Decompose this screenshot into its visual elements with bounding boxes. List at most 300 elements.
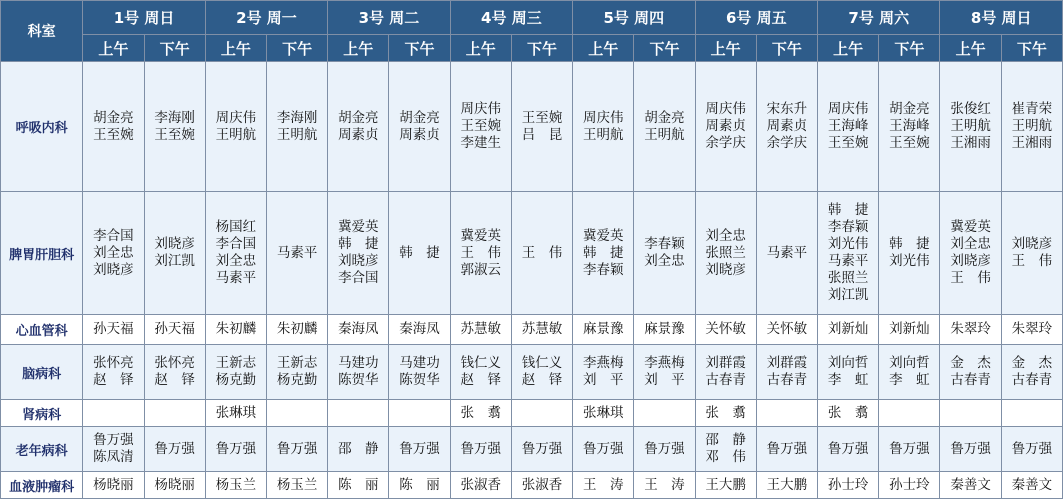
doctor-name: 古春青 bbox=[705, 372, 746, 388]
doctor-name: 鲁万强 bbox=[93, 432, 134, 448]
morning-slot bbox=[450, 345, 511, 400]
afternoon-slot bbox=[266, 400, 327, 427]
doctor-name: 马素平 bbox=[827, 253, 869, 269]
afternoon-slot bbox=[1001, 427, 1062, 472]
doctor-name: 王至婉 bbox=[827, 135, 869, 151]
day-header: 7号 周六 bbox=[818, 1, 940, 35]
doctor-name: 秦善文 bbox=[1011, 476, 1053, 493]
doctor-name: 古春青 bbox=[1011, 372, 1053, 388]
doctor-name: 刘向哲 bbox=[827, 355, 869, 371]
morning-slot bbox=[205, 400, 266, 427]
department-name: 血液肿瘤科 bbox=[1, 472, 83, 499]
afternoon-slot bbox=[1001, 400, 1062, 427]
doctor-name: 刘全忠 bbox=[950, 236, 991, 252]
doctor-name: 赵 铎 bbox=[154, 372, 195, 388]
morning-header: 上午 bbox=[818, 35, 879, 62]
morning-slot bbox=[205, 472, 266, 499]
doctor-name: 李 虹 bbox=[889, 372, 930, 388]
doctor-name: 周庆伟 bbox=[215, 109, 257, 126]
morning-slot bbox=[573, 315, 634, 345]
doctor-name: 韩 捷 bbox=[338, 236, 379, 252]
doctor-name: 李合国 bbox=[93, 227, 134, 244]
doctor-name: 刘新灿 bbox=[827, 321, 869, 337]
doctor-name: 张怀亮 bbox=[154, 355, 195, 371]
morning-slot bbox=[328, 472, 389, 499]
afternoon-slot bbox=[634, 315, 695, 345]
doctor-name: 冀爱英 bbox=[950, 219, 991, 235]
doctor-name: 王新志 bbox=[215, 355, 257, 371]
doctor-name: 冀爱英 bbox=[582, 227, 624, 244]
afternoon-slot bbox=[879, 400, 940, 427]
doctor-name: 王明航 bbox=[1011, 118, 1053, 134]
doctor-name: 刘光伟 bbox=[889, 253, 930, 269]
morning-slot bbox=[695, 345, 756, 400]
afternoon-slot bbox=[144, 62, 205, 192]
doctor-name: 刘全忠 bbox=[93, 244, 134, 261]
morning-slot bbox=[940, 315, 1001, 345]
morning-slot bbox=[573, 427, 634, 472]
doctor-name: 李合国 bbox=[215, 236, 257, 252]
doctor-name: 张 翥 bbox=[460, 404, 502, 421]
afternoon-slot bbox=[756, 427, 817, 472]
afternoon-slot bbox=[511, 192, 572, 315]
afternoon-slot bbox=[879, 345, 940, 400]
morning-slot bbox=[573, 192, 634, 315]
afternoon-slot bbox=[389, 427, 450, 472]
department-name: 肾病科 bbox=[1, 400, 83, 427]
doctor-name: 麻景豫 bbox=[582, 321, 624, 337]
doctor-name: 秦海凤 bbox=[338, 321, 379, 337]
morning-slot bbox=[450, 315, 511, 345]
afternoon-slot bbox=[1001, 345, 1062, 400]
morning-slot bbox=[83, 427, 144, 472]
doctor-name: 刘向哲 bbox=[889, 355, 930, 371]
doctor-name: 周素贞 bbox=[399, 126, 440, 143]
doctor-name: 王 伟 bbox=[950, 270, 991, 286]
morning-slot bbox=[940, 345, 1001, 400]
morning-header: 上午 bbox=[205, 35, 266, 62]
day-header: 4号 周三 bbox=[450, 1, 572, 35]
morning-header: 上午 bbox=[83, 35, 144, 62]
department-row bbox=[1, 427, 1063, 472]
morning-header: 上午 bbox=[328, 35, 389, 62]
morning-slot bbox=[205, 427, 266, 472]
doctor-name: 杨克勤 bbox=[276, 372, 318, 388]
afternoon-slot bbox=[144, 315, 205, 345]
doctor-name: 冀爱英 bbox=[460, 227, 502, 244]
doctor-name: 鲁万强 bbox=[644, 440, 685, 457]
department-name: 老年病科 bbox=[1, 427, 83, 472]
doctor-name: 邓 伟 bbox=[705, 449, 746, 465]
afternoon-slot bbox=[389, 345, 450, 400]
doctor-name: 王至婉 bbox=[93, 126, 134, 143]
doctor-name: 刘全忠 bbox=[215, 253, 257, 269]
afternoon-slot bbox=[634, 345, 695, 400]
doctor-name: 刘江凯 bbox=[154, 253, 195, 269]
morning-slot bbox=[695, 472, 756, 499]
afternoon-slot bbox=[634, 62, 695, 192]
doctor-name: 李合国 bbox=[338, 270, 379, 286]
doctor-name: 杨克勤 bbox=[215, 372, 257, 388]
doctor-name: 古春青 bbox=[950, 372, 991, 388]
doctor-name: 王 伟 bbox=[460, 244, 502, 261]
morning-slot bbox=[695, 315, 756, 345]
afternoon-header: 下午 bbox=[634, 35, 695, 62]
morning-slot bbox=[818, 472, 879, 499]
corner-header: 科室 bbox=[1, 1, 83, 62]
doctor-name: 张淑香 bbox=[521, 476, 563, 493]
doctor-name: 韩 捷 bbox=[582, 244, 624, 261]
afternoon-slot bbox=[266, 345, 327, 400]
afternoon-slot bbox=[756, 400, 817, 427]
doctor-name: 刘 平 bbox=[644, 372, 685, 388]
doctor-name: 陈凤清 bbox=[93, 449, 134, 465]
morning-slot bbox=[573, 472, 634, 499]
doctor-name: 刘群霞 bbox=[705, 355, 746, 371]
doctor-name: 关怀敏 bbox=[705, 321, 746, 337]
doctor-name: 王 涛 bbox=[644, 476, 685, 493]
doctor-name: 刘全忠 bbox=[644, 253, 685, 269]
afternoon-slot bbox=[756, 62, 817, 192]
afternoon-header: 下午 bbox=[756, 35, 817, 62]
morning-slot bbox=[818, 400, 879, 427]
morning-slot bbox=[83, 315, 144, 345]
morning-slot bbox=[695, 427, 756, 472]
afternoon-header: 下午 bbox=[1001, 35, 1062, 62]
morning-slot bbox=[940, 192, 1001, 315]
doctor-name: 刘晓彦 bbox=[950, 253, 991, 269]
doctor-name: 刘晓彦 bbox=[705, 261, 746, 278]
day-header: 8号 周日 bbox=[940, 1, 1063, 35]
doctor-name: 刘 平 bbox=[582, 372, 624, 388]
doctor-name: 张怀亮 bbox=[93, 355, 134, 371]
afternoon-slot bbox=[1001, 192, 1062, 315]
morning-slot bbox=[83, 345, 144, 400]
doctor-name: 鲁万强 bbox=[950, 440, 991, 457]
afternoon-slot bbox=[756, 472, 817, 499]
doctor-name: 胡金亮 bbox=[644, 109, 685, 126]
doctor-name: 张照兰 bbox=[705, 244, 746, 261]
afternoon-slot bbox=[756, 315, 817, 345]
doctor-name: 秦海凤 bbox=[399, 321, 440, 337]
afternoon-slot bbox=[144, 427, 205, 472]
morning-slot bbox=[328, 315, 389, 345]
doctor-name: 刘晓彦 bbox=[1011, 236, 1053, 252]
afternoon-slot bbox=[511, 400, 572, 427]
afternoon-slot bbox=[389, 400, 450, 427]
morning-slot bbox=[328, 62, 389, 192]
afternoon-slot bbox=[634, 400, 695, 427]
morning-slot bbox=[573, 62, 634, 192]
afternoon-slot bbox=[879, 472, 940, 499]
doctor-name: 钱仁义 bbox=[521, 355, 563, 371]
doctor-name: 苏慧敏 bbox=[460, 321, 502, 337]
morning-header: 上午 bbox=[940, 35, 1001, 62]
doctor-name: 苏慧敏 bbox=[521, 321, 563, 337]
department-row bbox=[1, 345, 1063, 400]
morning-header: 上午 bbox=[573, 35, 634, 62]
doctor-name: 刘光伟 bbox=[827, 236, 869, 252]
doctor-name: 朱初麟 bbox=[276, 321, 318, 337]
day-header: 3号 周二 bbox=[328, 1, 450, 35]
doctor-name: 王明航 bbox=[276, 126, 318, 143]
doctor-name: 李建生 bbox=[460, 135, 502, 151]
doctor-name: 王明航 bbox=[582, 126, 624, 143]
doctor-name: 张 翥 bbox=[827, 404, 869, 421]
morning-slot bbox=[205, 315, 266, 345]
doctor-name: 郭淑云 bbox=[460, 261, 502, 278]
afternoon-header: 下午 bbox=[266, 35, 327, 62]
morning-slot bbox=[450, 62, 511, 192]
doctor-name: 李海刚 bbox=[276, 109, 318, 126]
afternoon-slot bbox=[511, 345, 572, 400]
department-row bbox=[1, 62, 1063, 192]
morning-slot bbox=[940, 472, 1001, 499]
afternoon-slot bbox=[879, 192, 940, 315]
morning-slot bbox=[695, 62, 756, 192]
department-row bbox=[1, 472, 1063, 499]
morning-slot bbox=[205, 345, 266, 400]
doctor-name: 赵 铎 bbox=[93, 372, 134, 388]
doctor-name: 陈贺华 bbox=[399, 372, 440, 388]
doctor-name: 赵 铎 bbox=[521, 372, 563, 388]
doctor-name: 赵 铎 bbox=[460, 372, 502, 388]
doctor-name: 王 伟 bbox=[1011, 253, 1053, 269]
doctor-name: 王至婉 bbox=[521, 109, 563, 126]
morning-slot bbox=[205, 192, 266, 315]
doctor-name: 刘晓彦 bbox=[154, 236, 195, 252]
morning-header: 上午 bbox=[450, 35, 511, 62]
department-name: 脾胃肝胆科 bbox=[1, 192, 83, 315]
doctor-name: 胡金亮 bbox=[338, 109, 379, 126]
doctor-name: 鲁万强 bbox=[1011, 440, 1053, 457]
doctor-name: 李春颖 bbox=[827, 219, 869, 235]
doctor-name: 李春颖 bbox=[644, 236, 685, 252]
doctor-name: 王 伟 bbox=[521, 244, 563, 261]
afternoon-slot bbox=[756, 192, 817, 315]
doctor-name: 刘江凯 bbox=[827, 287, 869, 303]
doctor-name: 朱翠玲 bbox=[950, 321, 991, 337]
doctor-name: 周素贞 bbox=[766, 118, 808, 134]
doctor-name: 陈 丽 bbox=[338, 476, 379, 493]
afternoon-slot bbox=[389, 62, 450, 192]
doctor-name: 金 杰 bbox=[950, 355, 991, 371]
afternoon-slot bbox=[144, 472, 205, 499]
doctor-name: 杨晓丽 bbox=[154, 476, 195, 493]
doctor-name: 鲁万强 bbox=[889, 440, 930, 457]
day-header: 2号 周一 bbox=[205, 1, 327, 35]
morning-slot bbox=[450, 472, 511, 499]
afternoon-slot bbox=[634, 192, 695, 315]
afternoon-slot bbox=[511, 315, 572, 345]
doctor-name: 鲁万强 bbox=[827, 440, 869, 457]
afternoon-slot bbox=[511, 427, 572, 472]
doctor-name: 韩 捷 bbox=[827, 202, 869, 218]
afternoon-slot bbox=[634, 472, 695, 499]
doctor-name: 古春青 bbox=[766, 372, 808, 388]
doctor-name: 周庆伟 bbox=[827, 101, 869, 117]
doctor-name: 秦善文 bbox=[950, 476, 991, 493]
doctor-name: 邵 静 bbox=[705, 432, 746, 448]
doctor-name: 刘新灿 bbox=[889, 321, 930, 337]
doctor-name: 王明航 bbox=[950, 118, 991, 134]
doctor-name: 周庆伟 bbox=[582, 109, 624, 126]
morning-slot bbox=[83, 400, 144, 427]
afternoon-slot bbox=[1001, 472, 1062, 499]
morning-slot bbox=[328, 400, 389, 427]
doctor-name: 鲁万强 bbox=[521, 440, 563, 457]
doctor-name: 宋东升 bbox=[766, 101, 808, 117]
afternoon-slot bbox=[389, 472, 450, 499]
doctor-name: 鲁万强 bbox=[154, 440, 195, 457]
afternoon-slot bbox=[389, 315, 450, 345]
department-name: 呼吸内科 bbox=[1, 62, 83, 192]
doctor-name: 周素贞 bbox=[338, 126, 379, 143]
doctor-name: 刘晓彦 bbox=[93, 261, 134, 278]
doctor-name: 王大鹏 bbox=[705, 476, 746, 493]
doctor-name: 王湘雨 bbox=[950, 135, 991, 151]
morning-slot bbox=[205, 62, 266, 192]
doctor-name: 崔青荣 bbox=[1011, 101, 1053, 117]
department-name: 心血管科 bbox=[1, 315, 83, 345]
doctor-name: 王新志 bbox=[276, 355, 318, 371]
afternoon-slot bbox=[389, 192, 450, 315]
doctor-name: 李海刚 bbox=[154, 109, 195, 126]
doctor-name: 王海峰 bbox=[889, 118, 930, 134]
doctor-name: 周庆伟 bbox=[460, 101, 502, 117]
doctor-name: 马建功 bbox=[399, 355, 440, 371]
doctor-name: 李燕梅 bbox=[644, 355, 685, 371]
doctor-name: 张琳琪 bbox=[215, 404, 257, 421]
doctor-name: 马素平 bbox=[215, 270, 257, 286]
doctor-name: 邵 静 bbox=[338, 440, 379, 457]
morning-slot bbox=[818, 345, 879, 400]
morning-slot bbox=[573, 400, 634, 427]
morning-slot bbox=[940, 400, 1001, 427]
doctor-name: 关怀敏 bbox=[766, 321, 808, 337]
doctor-name: 胡金亮 bbox=[93, 109, 134, 126]
morning-slot bbox=[695, 192, 756, 315]
morning-slot bbox=[818, 62, 879, 192]
doctor-name: 麻景豫 bbox=[644, 321, 685, 337]
afternoon-header: 下午 bbox=[144, 35, 205, 62]
doctor-name: 马建功 bbox=[338, 355, 379, 371]
morning-slot bbox=[450, 400, 511, 427]
doctor-name: 朱翠玲 bbox=[1011, 321, 1053, 337]
doctor-name: 王湘雨 bbox=[1011, 135, 1053, 151]
doctor-name: 张照兰 bbox=[827, 270, 869, 286]
doctor-name: 韩 捷 bbox=[889, 236, 930, 252]
morning-slot bbox=[818, 315, 879, 345]
doctor-name: 杨玉兰 bbox=[215, 476, 257, 493]
doctor-name: 鲁万强 bbox=[215, 440, 257, 457]
afternoon-slot bbox=[266, 472, 327, 499]
afternoon-slot bbox=[879, 315, 940, 345]
doctor-name: 陈贺华 bbox=[338, 372, 379, 388]
morning-slot bbox=[573, 345, 634, 400]
doctor-name: 金 杰 bbox=[1011, 355, 1053, 371]
afternoon-slot bbox=[879, 427, 940, 472]
morning-slot bbox=[818, 192, 879, 315]
afternoon-slot bbox=[266, 192, 327, 315]
doctor-name: 钱仁义 bbox=[460, 355, 502, 371]
afternoon-slot bbox=[266, 62, 327, 192]
doctor-name: 刘全忠 bbox=[705, 227, 746, 244]
doctor-name: 刘群霞 bbox=[766, 355, 808, 371]
afternoon-slot bbox=[1001, 315, 1062, 345]
doctor-name: 周庆伟 bbox=[705, 101, 746, 117]
doctor-name: 胡金亮 bbox=[399, 109, 440, 126]
morning-slot bbox=[328, 192, 389, 315]
doctor-name: 马素平 bbox=[766, 244, 808, 261]
doctor-name: 张琳琪 bbox=[582, 404, 624, 421]
doctor-name: 鲁万强 bbox=[460, 440, 502, 457]
day-header: 1号 周日 bbox=[83, 1, 205, 35]
afternoon-header: 下午 bbox=[511, 35, 572, 62]
doctor-name: 周素贞 bbox=[705, 118, 746, 134]
doctor-name: 李燕梅 bbox=[582, 355, 624, 371]
afternoon-slot bbox=[144, 345, 205, 400]
morning-header: 上午 bbox=[695, 35, 756, 62]
day-header: 5号 周四 bbox=[573, 1, 695, 35]
afternoon-slot bbox=[511, 472, 572, 499]
morning-slot bbox=[695, 400, 756, 427]
morning-slot bbox=[328, 345, 389, 400]
doctor-name: 陈 丽 bbox=[399, 476, 440, 493]
doctor-name: 李春颖 bbox=[582, 261, 624, 278]
doctor-name: 杨国红 bbox=[215, 219, 257, 235]
doctor-name: 王 涛 bbox=[582, 476, 624, 493]
doctor-name: 鲁万强 bbox=[766, 440, 808, 457]
doctor-name: 刘晓彦 bbox=[338, 253, 379, 269]
morning-slot bbox=[450, 427, 511, 472]
doctor-name: 张淑香 bbox=[460, 476, 502, 493]
doctor-name: 王至婉 bbox=[460, 118, 502, 134]
doctor-name: 杨晓丽 bbox=[93, 476, 134, 493]
afternoon-header: 下午 bbox=[389, 35, 450, 62]
doctor-name: 孙士玲 bbox=[889, 476, 930, 493]
morning-slot bbox=[83, 472, 144, 499]
doctor-name: 孙天福 bbox=[93, 321, 134, 337]
department-name: 脑病科 bbox=[1, 345, 83, 400]
afternoon-slot bbox=[144, 400, 205, 427]
doctor-name: 冀爱英 bbox=[338, 219, 379, 235]
morning-slot bbox=[450, 192, 511, 315]
doctor-name: 王明航 bbox=[215, 126, 257, 143]
doctor-name: 胡金亮 bbox=[889, 101, 930, 117]
doctor-name: 鲁万强 bbox=[399, 440, 440, 457]
doctor-name: 马素平 bbox=[276, 244, 318, 261]
doctor-name: 王大鹏 bbox=[766, 476, 808, 493]
doctor-name: 鲁万强 bbox=[582, 440, 624, 457]
doctor-name: 王至婉 bbox=[154, 126, 195, 143]
doctor-name: 朱初麟 bbox=[215, 321, 257, 337]
doctor-name: 鲁万强 bbox=[276, 440, 318, 457]
doctor-name: 韩 捷 bbox=[399, 244, 440, 261]
doctor-name: 王至婉 bbox=[889, 135, 930, 151]
afternoon-slot bbox=[634, 427, 695, 472]
morning-slot bbox=[83, 192, 144, 315]
morning-slot bbox=[83, 62, 144, 192]
doctor-name: 余学庆 bbox=[766, 135, 808, 151]
doctor-name: 张俊红 bbox=[950, 101, 991, 117]
afternoon-header: 下午 bbox=[879, 35, 940, 62]
doctor-name: 吕 昆 bbox=[521, 126, 563, 143]
doctor-name: 王海峰 bbox=[827, 118, 869, 134]
morning-slot bbox=[328, 427, 389, 472]
doctor-name: 王明航 bbox=[644, 126, 685, 143]
afternoon-slot bbox=[1001, 62, 1062, 192]
